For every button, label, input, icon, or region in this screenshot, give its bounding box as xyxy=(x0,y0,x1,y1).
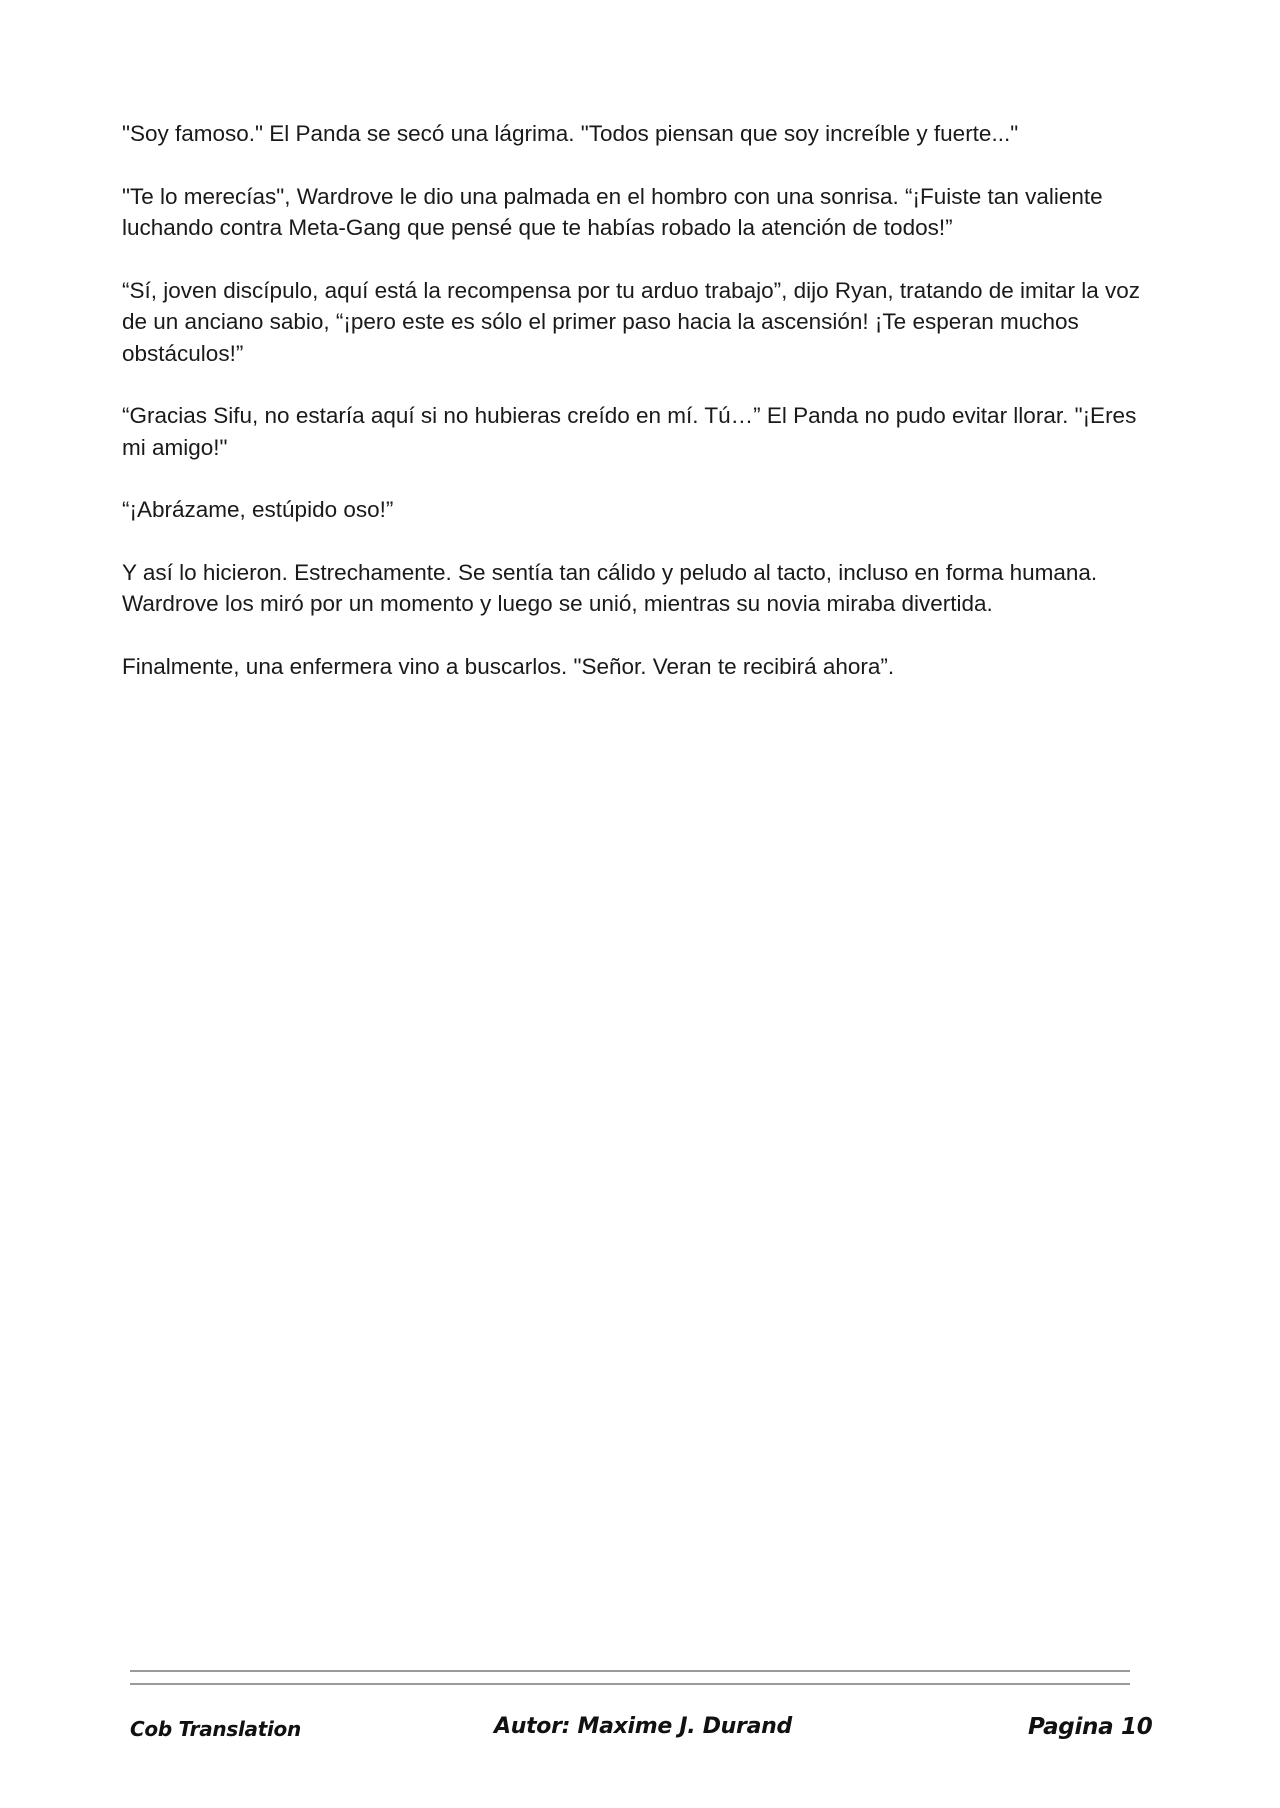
footer-translator: Cob Translation xyxy=(130,1717,301,1741)
paragraph: Y así lo hicieron. Estrechamente. Se sentía tan cálido y peludo al tacto, incluso en forma humana. Wardrove los miró por un momento y luego se unió, mientras su novia miraba divertida. xyxy=(122,559,1098,616)
footer-page-number: Pagina 10 xyxy=(1028,1714,1153,1740)
paragraph: "Te lo merecías", Wardrove le dio una palmada en el hombro con una sonrisa. “¡Fuiste tan valiente luchando contra Meta-Gang que pensé que te habías robado la atención de todos!” xyxy=(122,183,1103,240)
paragraph: "Soy famoso." El Panda se secó una lágrima. "Todos piensan que soy increíble y fuerte..." xyxy=(122,121,1019,146)
paragraph: “¡Abrázame, estúpido oso!” xyxy=(122,497,394,522)
paragraph: “Gracias Sifu, no estaría aquí si no hubieras creído en mí. Tú…” El Panda no pudo evitar llorar. "¡Eres mi amigo!" xyxy=(122,403,1137,460)
footer-author: Autor: Maxime J. Durand xyxy=(494,1714,792,1739)
footer-divider-top xyxy=(130,1670,1130,1672)
paragraph: “Sí, joven discípulo, aquí está la recompensa por tu arduo trabajo”, dijo Ryan, tratando de imitar la voz de un anciano sabio, “¡pero este es sólo el primer paso hacia la ascensión! ¡Te esperan muchos obstáculos!” xyxy=(122,277,1141,366)
document-body xyxy=(122,118,1162,713)
footer-divider-bottom xyxy=(130,1683,1130,1685)
paragraph: Finalmente, una enfermera vino a buscarlos. "Señor. Veran te recibirá ahora”. xyxy=(122,653,895,679)
page-footer xyxy=(0,1710,1280,1750)
